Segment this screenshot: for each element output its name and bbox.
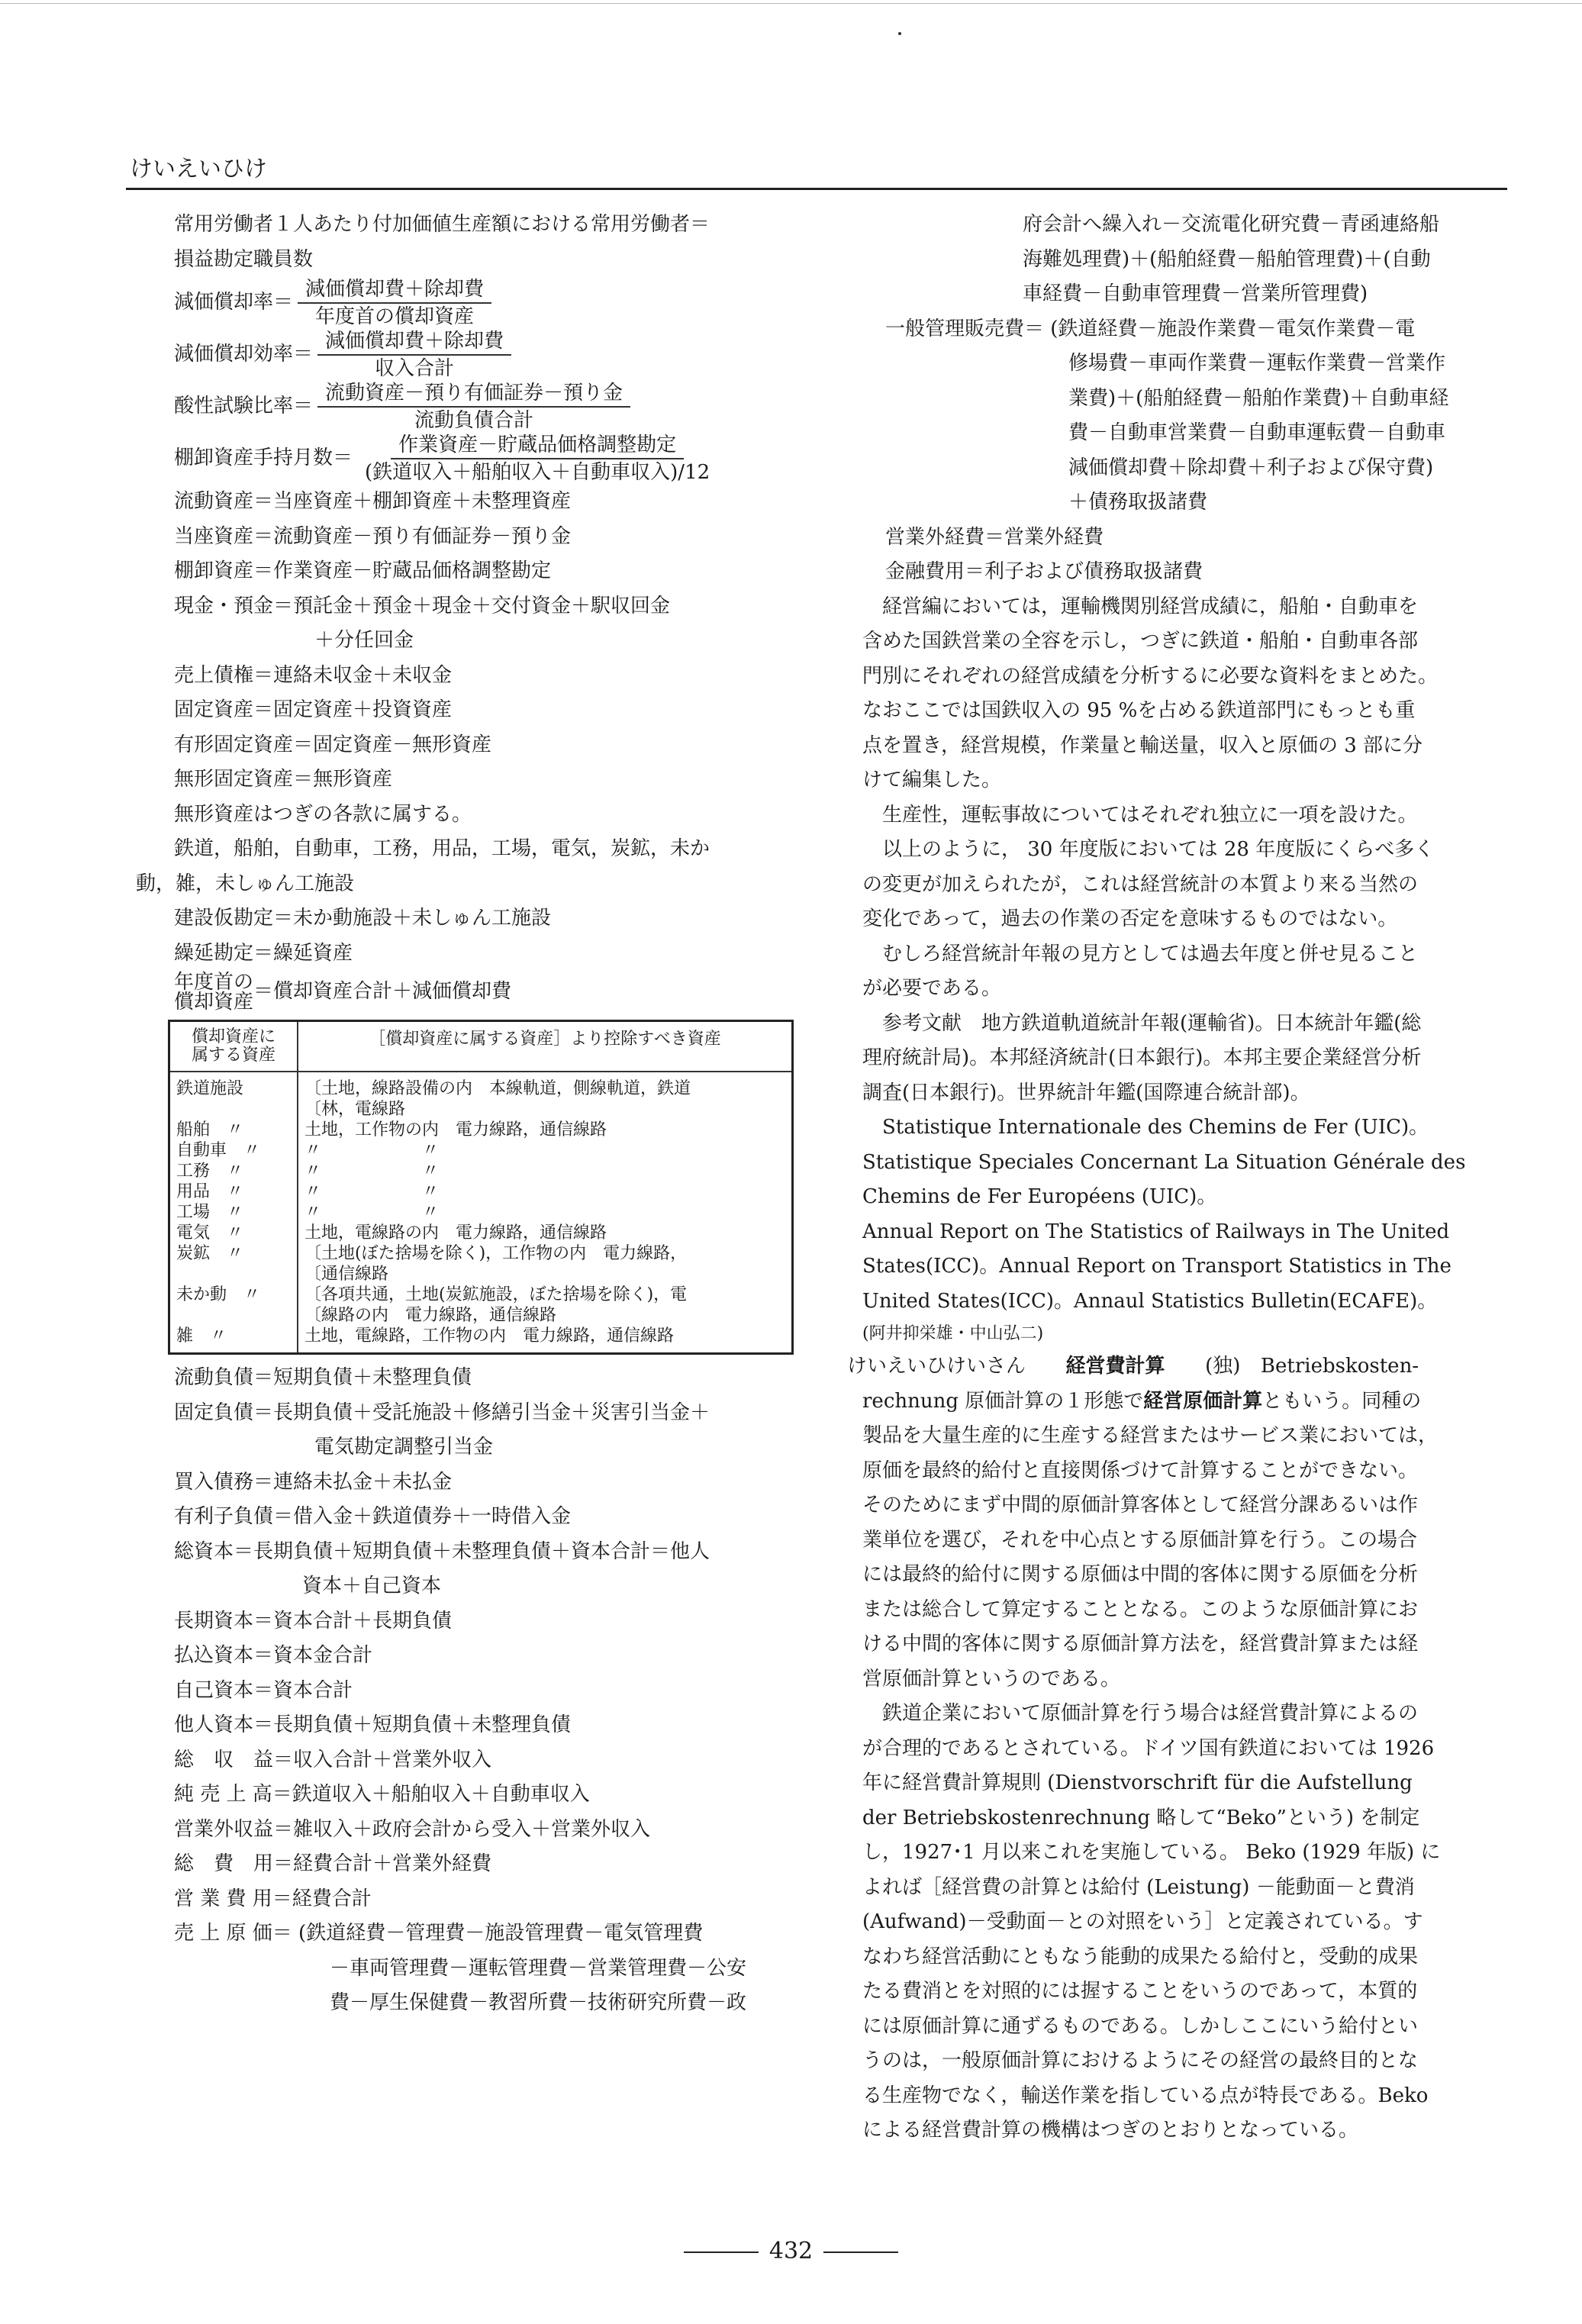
text-fragment: ＝償却資産合計＋減価償却費 — [253, 980, 512, 1004]
table-row — [169, 1140, 793, 1161]
paragraph-line: 原価を最終的給付と直接関係づけて計算することができない。 — [862, 1459, 1419, 1482]
description-line: 〃 〃 — [304, 1141, 440, 1160]
entry-foreign-term: Betriebskosten- — [1260, 1355, 1419, 1378]
formula-denominator: 年度首の償却資産 — [315, 305, 475, 328]
text-line: 電気勘定調整引当金 — [314, 1436, 494, 1459]
text-line: 現金・預金＝預託金＋預金＋現金＋交付資金＋駅収回金 — [174, 594, 671, 617]
formula-denominator: 流動負債合計 — [414, 409, 534, 432]
table-row — [169, 1243, 793, 1284]
table-header-row — [169, 1021, 793, 1072]
formula-numerator: 流動資産－預り有価証券－預り金 — [317, 380, 630, 408]
description-line: 〔線路の内 電力線路，通信線路 — [304, 1306, 557, 1325]
description-line: 土地，工作物の内 電力線路，通信線路 — [304, 1120, 607, 1139]
text-line: 買入債務＝連絡未払金＋未払金 — [174, 1470, 453, 1494]
table-row — [169, 1202, 793, 1223]
text-line: 流動資産＝当座資産＋棚卸資産＋未整理資産 — [174, 490, 572, 513]
text-line: 修場費－車両作業費－運転作業費－営業作 — [1068, 352, 1446, 375]
text-line: 繰延勘定＝繰延資産 — [174, 941, 353, 965]
paragraph-line: よれば［経営費の計算とは給付 (Leistung) －能動面－と費消 — [862, 1875, 1415, 1899]
header-text: 属する資産 — [191, 1046, 275, 1065]
asset-category: 工場 〃 — [176, 1203, 244, 1222]
table-header-cell — [169, 1021, 298, 1072]
page-number — [0, 2238, 1582, 2264]
reference-line: United States(ICC)。Annaul Statistics Bulletin(ECAFE)。 — [862, 1289, 1438, 1313]
text-line: 無形固定資産＝無形資産 — [174, 768, 393, 791]
text-line: 有形固定資産＝固定資産－無形資産 — [174, 733, 492, 756]
description-line: 〔土地(ぼた捨場を除く)，工作物の内 電力線路， — [304, 1244, 688, 1263]
entry-headword-kanji: 経営費計算 — [1065, 1355, 1165, 1378]
formula-numerator: 作業資産－貯蔵品価格調整勘定 — [391, 432, 684, 459]
text-fragment: 償却資産 — [174, 991, 254, 1014]
text-line: 常用労働者１人あたり付加価値生産額における常用労働者＝ — [174, 213, 710, 236]
paragraph-line: 門別にそれぞれの経営成績を分析するに必要な資料をまとめた。 — [862, 664, 1439, 688]
text-line: 府会計へ繰入れ－交流電化研究費－青函連絡船 — [1023, 213, 1440, 236]
text-line: 費－厚生保健費－教習所費－技術研究所費－政 — [330, 1991, 747, 2014]
text-line: 払込資本＝資本金合計 — [174, 1644, 373, 1667]
paragraph-line: 生産性，運転事故についてはそれぞれ独立に一項を設けた。 — [882, 803, 1418, 827]
author-credit: (阿井抑栄雄・中山弘二) — [862, 1324, 1044, 1343]
page-number-text: 432 — [768, 2238, 814, 2264]
description-line: 〃 〃 — [304, 1162, 440, 1181]
table-row — [169, 1181, 793, 1202]
paragraph-line: なおここでは国鉄収入の 95 %を占める鉄道部門にもっとも重 — [862, 699, 1416, 722]
formula-label: 棚卸資産手持月数＝ — [174, 446, 353, 470]
text-line: 総 収 益＝収入合計＋営業外収入 — [174, 1748, 492, 1771]
text-line: 建設仮勘定＝未か動施設＋未しゅん工施設 — [174, 907, 552, 930]
text-line: 減価償却費＋除却費＋利子および保守費) — [1068, 456, 1434, 479]
paragraph-line: 点を置き，経営規模，作業量と輸送量，収入と原価の 3 部に分 — [862, 733, 1423, 757]
asset-category: 鉄道施設 — [176, 1079, 244, 1098]
text-line: ＋債務取扱諸費 — [1068, 491, 1208, 514]
text-line: 当座資産＝流動資産－預り有価証券－預り金 — [174, 524, 572, 548]
header-rule — [126, 188, 1507, 190]
paragraph-line: 含めた国鉄営業の全容を示し，つぎに鉄道・船舶・自動車各部 — [862, 630, 1419, 653]
text-fragment: rechnung 原価計算の１形態で — [862, 1389, 1144, 1413]
asset-deduction-table — [168, 1020, 794, 1355]
asset-category: 炭鉱 〃 — [176, 1244, 244, 1263]
left-column — [136, 208, 815, 2021]
text-line: 一般管理販売費＝ (鉄道経費－施設作業費－電気作業費－電 — [885, 317, 1416, 340]
text-line: 有利子負債＝借入金＋鉄道債券＋一時借入金 — [174, 1505, 572, 1528]
paragraph-line: けて編集した。 — [862, 769, 1002, 791]
formula-numerator: 減価償却費＋除却費 — [298, 276, 491, 304]
deduction-description — [298, 1140, 793, 1161]
deduction-description — [298, 1072, 793, 1120]
deduction-description — [298, 1243, 793, 1284]
text-line: 資本＋自己資本 — [302, 1575, 442, 1597]
reference-line: Annual Report on The Statistics of Railways in The United — [862, 1220, 1450, 1243]
entry-headword-kana: けいえいひけいさん — [847, 1355, 1026, 1378]
formula-numerator: 減価償却費＋除却費 — [317, 328, 511, 356]
text-line: 長期資本＝資本合計＋長期負債 — [174, 1609, 453, 1633]
description-line: 〔土地，線路設備の内 本線軌道，側線軌道，鉄道 — [304, 1079, 691, 1098]
asset-category: 雑 〃 — [176, 1326, 227, 1346]
text-line: 費－自動車営業費－自動車運転費－自動車 — [1068, 421, 1446, 444]
paragraph-line: 参考文献 地方鉄道軌道統計年報(運輸省)。日本統計年鑑(総 — [882, 1011, 1422, 1035]
text-fragment: 年度首の — [174, 971, 254, 994]
deduction-description — [298, 1181, 793, 1202]
paragraph-line: が必要である。 — [862, 977, 1002, 1000]
text-line: ＋分任回金 — [314, 629, 414, 652]
paragraph-line: し，1927･1 月以来これを実施している。 Beko (1929 年版) に — [862, 1841, 1441, 1864]
paragraph-line: 変化であって，過去の作業の否定を意味するものではない。 — [862, 907, 1398, 930]
text-fragment: ともいう。同種の — [1262, 1389, 1422, 1413]
asset-category: 未か動 〃 — [176, 1285, 261, 1304]
formula-denominator: (鉄道収入＋船舶収入＋自動車収入)/12 — [365, 461, 710, 484]
text-line: 自己資本＝資本合計 — [174, 1678, 353, 1702]
paragraph-line: 製品を大量生産的に生産する経営またはサービス業においては， — [862, 1424, 1439, 1447]
formula-denominator: 収入合計 — [375, 357, 455, 380]
emphasized-term: 経営原価計算 — [1143, 1389, 1263, 1413]
entry-headword-line — [847, 1349, 1503, 1384]
formula-depreciation-efficiency — [174, 329, 815, 381]
reference-line: States(ICC)。Annual Report on Transport Statistics in The — [862, 1255, 1452, 1278]
deduction-description — [298, 1202, 793, 1223]
text-line: 営 業 費 用＝経費合計 — [174, 1887, 372, 1910]
description-line: 土地，電線路の内 電力線路，通信線路 — [304, 1223, 607, 1243]
paragraph-line: 調査(日本銀行)。世界統計年鑑(国際連合統計部)。 — [862, 1081, 1310, 1104]
table-header-cell: ［償却資産に属する資産］より控除すべき資産 — [298, 1021, 793, 1072]
formula-depreciation-rate — [174, 277, 815, 329]
text-line: 鉄道，船舶，自動車，工務，用品，工場，電気，炭鉱，未か — [174, 837, 710, 860]
text-line: －車両管理費－運転管理費－営業管理費－公安 — [330, 1956, 747, 1980]
text-line: 他人資本＝長期負債＋短期負債＋未整理負債 — [174, 1713, 572, 1736]
description-line: 〃 〃 — [304, 1203, 440, 1222]
deduction-description — [298, 1161, 793, 1181]
right-column — [847, 208, 1503, 2148]
text-line: 業費)＋(船舶経費－船舶作業費)＋自動車経 — [1068, 386, 1449, 410]
table-row — [169, 1223, 793, 1243]
formula-acid-test-ratio — [174, 381, 815, 433]
text-line: 損益勘定職員数 — [174, 247, 314, 271]
asset-category: 用品 〃 — [176, 1182, 244, 1201]
table-body — [169, 1072, 793, 1354]
paragraph-line: の変更が加えられたが，これは経営統計の本質より来る当然の — [862, 872, 1419, 896]
formula-label: 酸性試験比率＝ — [174, 395, 314, 418]
paragraph-line: なわち経営活動にともなう能動的成果たる給付と，受動的成果 — [862, 1945, 1419, 1968]
description-line: 〔通信線路 — [304, 1265, 389, 1284]
paragraph-line: (Aufwand)－受動面－との対照をいう］と定義されている。す — [862, 1910, 1423, 1933]
table-row — [169, 1161, 793, 1181]
speck — [898, 32, 901, 35]
table-row — [169, 1284, 793, 1326]
running-header: けいえいひけ — [130, 156, 267, 182]
reference-line: Chemins de Fer Européens (UIC)。 — [862, 1185, 1217, 1208]
text-line: 営業外経費＝営業外経費 — [885, 525, 1104, 549]
text-line: 動，雑，未しゅん工施設 — [136, 872, 355, 895]
table-row — [169, 1326, 793, 1354]
text-line: 海難処理費)＋(船舶経費－船舶管理費)＋(自動 — [1023, 247, 1431, 271]
paragraph-line: 経営編においては，運輸機関別経営成績に，船舶・自動車を — [882, 595, 1419, 618]
paragraph-line: 理府統計局)。本邦経済統計(日本銀行)。本邦主要企業経営分析 — [862, 1046, 1422, 1069]
table-row — [169, 1072, 793, 1120]
text-line: 固定資産＝固定資産＋投資資産 — [174, 698, 453, 721]
text-line: 売上債権＝連絡未収金＋未収金 — [174, 663, 453, 687]
paragraph-line: による経営費計算の機構はつぎのとおりとなっている。 — [862, 2119, 1359, 2142]
paragraph-line: 年に経営費計算規則 (Dienstvorschrift für die Aufstellung — [862, 1771, 1413, 1794]
description-line: 〔各項共通，土地(炭鉱施設，ぼた捨場を除く)，電 — [304, 1285, 688, 1304]
reference-line: Statistique Internationale des Chemins de Fer (UIC)。 — [882, 1116, 1429, 1139]
paragraph-line: には原価計算に通ずるものである。しかしここにいう給付とい — [862, 2014, 1419, 2038]
asset-category: 船舶 〃 — [176, 1120, 244, 1139]
paragraph-line: が合理的であるとされている。ドイツ国有鉄道においては 1926 — [862, 1736, 1435, 1760]
text-line: 売 上 原 価＝ (鉄道経費－管理費－施設管理費－電気管理費 — [174, 1922, 704, 1945]
asset-category: 電気 〃 — [176, 1223, 244, 1243]
paragraph-line: には最終的給付に関する原価は中間的客体に関する原価を分析 — [862, 1563, 1419, 1586]
paragraph-line: 以上のように， 30 年度版においては 28 年度版にくらべ多く — [882, 838, 1435, 861]
text-line: 総 費 用＝経費合計＋営業外経費 — [174, 1852, 492, 1875]
paragraph-line: 業単位を選び，それを中心点とする原価計算を行う。この場合 — [862, 1528, 1417, 1552]
paragraph-line: る生産物でなく，輸送作業を指している点が特長である。Beko — [862, 2084, 1429, 2107]
table-row — [169, 1120, 793, 1140]
paragraph-line: むしろ経営統計年報の見方としては過去年度と併せ見ること — [882, 942, 1419, 965]
paragraph-line: うのは，一般原価計算におけるようにその経営の最終目的とな — [862, 2049, 1419, 2072]
formula-label: 減価償却率＝ — [174, 291, 294, 314]
paragraph-line: または総合して算定することとなる。このような原価計算にお — [862, 1597, 1419, 1621]
paragraph-line: たる費消とを対照的には握することをいうのであって，本質的 — [862, 1980, 1418, 2003]
text-line — [174, 971, 815, 1014]
description-line: 〔林，電線路 — [304, 1100, 406, 1119]
formula-label: 減価償却効率＝ — [174, 343, 314, 366]
deduction-description — [298, 1223, 793, 1243]
paragraph-line: そのためにまず中間的原価計算客体として経営分課あるいは作 — [862, 1494, 1419, 1517]
description-line: 〃 〃 — [304, 1182, 440, 1201]
deduction-description — [298, 1326, 793, 1354]
text-line: 流動負債＝短期負債＋未整理負債 — [174, 1366, 472, 1389]
top-edge-line — [0, 3, 1582, 4]
text-line: 棚卸資産＝作業資産－貯蔵品価格調整勘定 — [174, 559, 552, 582]
text-line: 車経費－自動車管理費－営業所管理費) — [1023, 282, 1368, 305]
text-line: 金融費用＝利子および債務取扱諸費 — [885, 560, 1203, 583]
paragraph-line: 営原価計算というのである。 — [862, 1667, 1121, 1691]
formula-inventory-months — [174, 433, 815, 485]
deduction-description — [298, 1284, 793, 1326]
paragraph-line: der Betriebskostenrechnung 略して“Beko”という) を制定 — [862, 1806, 1420, 1829]
text-line: 無形資産はつぎの各款に属する。 — [174, 802, 472, 826]
asset-category: 工務 〃 — [176, 1162, 244, 1181]
header-text: 償却資産に — [191, 1027, 275, 1046]
paragraph-line — [862, 1384, 1503, 1420]
dash-right — [823, 2251, 898, 2253]
description-line: 土地，電線路，工作物の内 電力線路，通信線路 — [304, 1326, 675, 1346]
asset-category: 自動車 〃 — [176, 1141, 261, 1160]
deduction-description — [298, 1120, 793, 1140]
text-line: 固定負債＝長期負債＋受託施設＋修繕引当金＋災害引当金＋ — [174, 1401, 710, 1424]
reference-line: Statistique Speciales Concernant La Situation Générale des — [862, 1150, 1466, 1174]
entry-language: (独) — [1205, 1355, 1241, 1378]
text-line: 営業外収益＝雑収入＋政府会計から受入＋営業外収入 — [174, 1817, 651, 1841]
dash-left — [684, 2251, 759, 2253]
text-line: 純 売 上 高＝鉄道収入＋船舶収入＋自動車収入 — [174, 1783, 590, 1806]
text-line: 総資本＝長期負債＋短期負債＋未整理負債＋資本合計＝他人 — [174, 1539, 710, 1563]
paragraph-line: ける中間的客体に関する原価計算方法を，経営費計算または経 — [862, 1633, 1419, 1655]
paragraph-line: 鉄道企業において原価計算を行う場合は経営費計算によるの — [882, 1702, 1419, 1725]
